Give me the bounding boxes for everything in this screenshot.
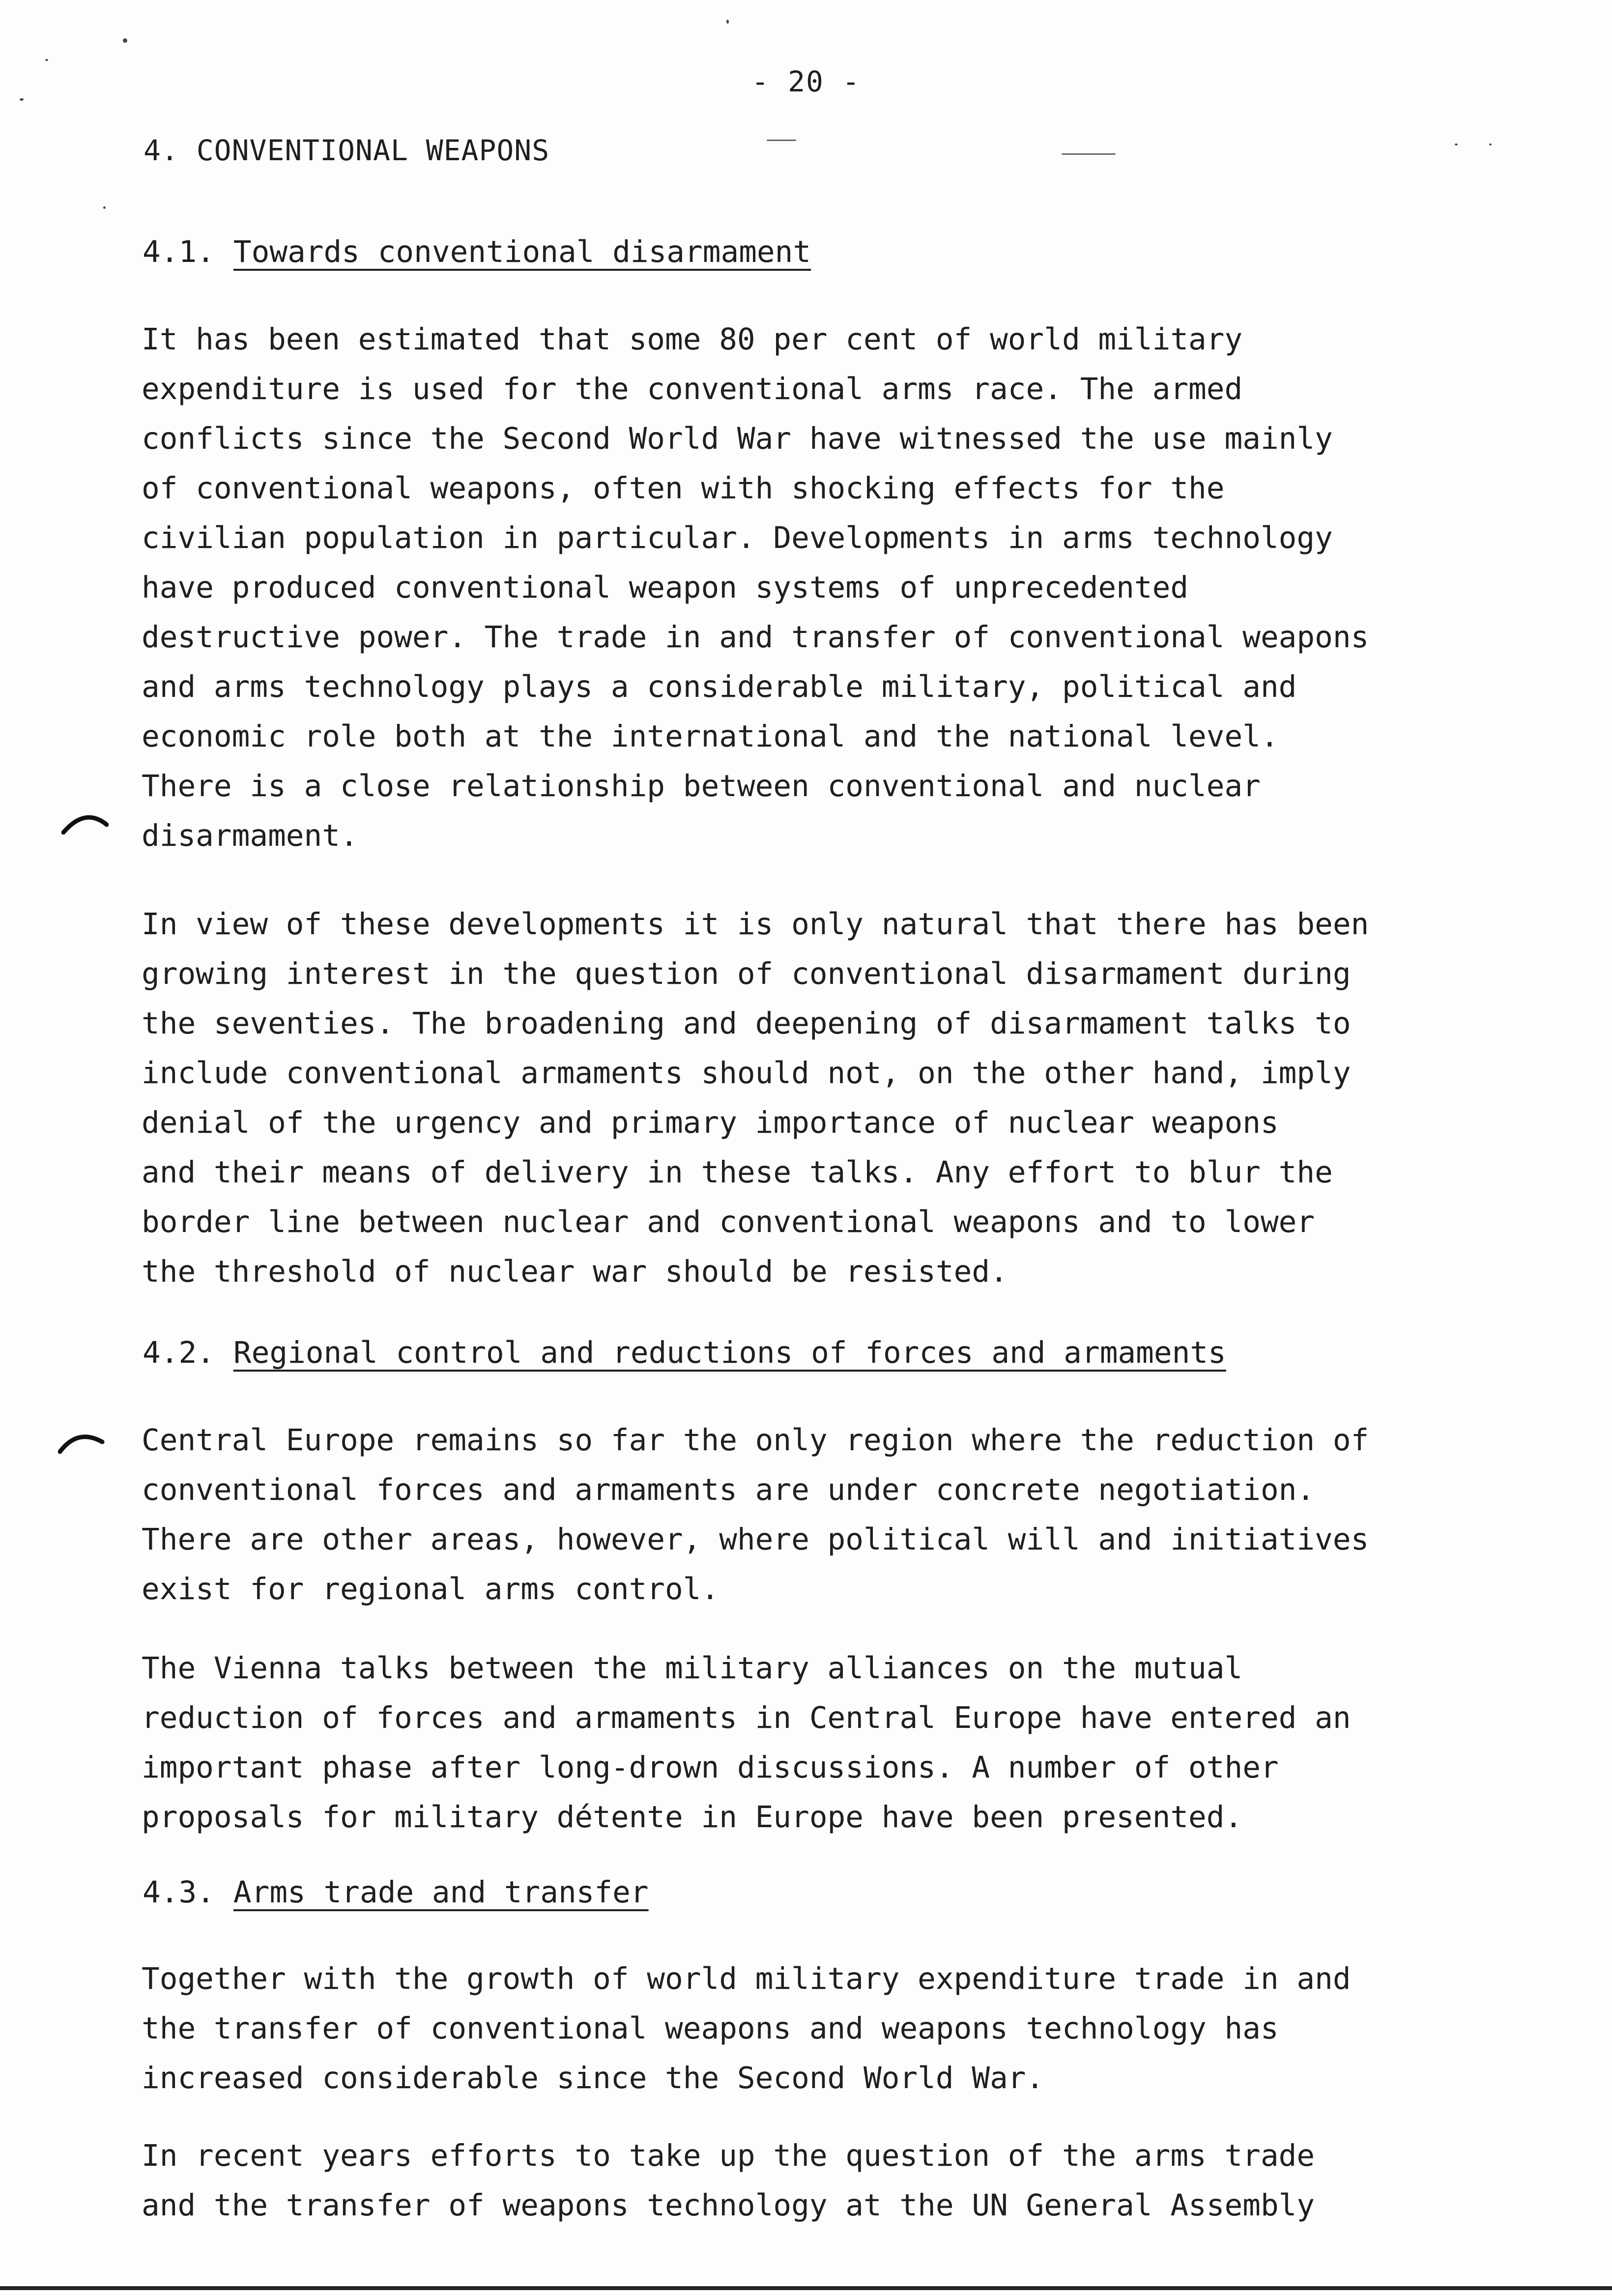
paragraph <box>142 1643 1351 1842</box>
scan-speck <box>726 20 729 24</box>
section-number: 4.3. <box>143 1875 215 1910</box>
text-line: reduction of forces and armaments in Central Europe have entered an <box>142 1700 1351 1735</box>
text-line: the seventies. The broadening and deepening of disarmament talks to <box>142 1006 1351 1041</box>
section-heading <box>143 234 811 269</box>
text-line: The Vienna talks between the military alliances on the mutual <box>142 1651 1243 1686</box>
text-line: have produced conventional weapon systems of unprecedented <box>142 570 1189 605</box>
text-line: proposals for military détente in Europe have been presented. <box>142 1800 1243 1835</box>
text-line: and the transfer of weapons technology at the UN General Assembly <box>142 2188 1315 2223</box>
text-line: In view of these developments it is only natural that there has been <box>142 907 1369 942</box>
text-line: increased considerable since the Second World War. <box>142 2061 1044 2095</box>
text-line: Together with the growth of world military expenditure trade in and <box>142 1961 1351 1996</box>
scan-speck <box>20 98 24 101</box>
text-line: of conventional weapons, often with shocking effects for the <box>142 471 1225 506</box>
paragraph <box>142 2131 1315 2230</box>
text-line: expenditure is used for the conventional arms race. The armed <box>142 372 1243 406</box>
paragraph <box>142 315 1369 861</box>
chapter-title-text: CONVENTIONAL WEAPONS <box>196 134 550 167</box>
chapter-number: 4. <box>144 134 179 167</box>
section-title: Regional control and reductions of forces and armaments <box>233 1335 1226 1370</box>
scan-speck <box>1489 144 1492 145</box>
bottom-rule <box>0 2286 1612 2290</box>
text-line: In recent years efforts to take up the question of the arms trade <box>142 2138 1315 2173</box>
text-line: border line between nuclear and conventional weapons and to lower <box>142 1205 1315 1239</box>
punch-hole-mark <box>58 1430 105 1455</box>
text-line: destructive power. The trade in and transfer of conventional weapons <box>142 620 1369 655</box>
text-line: denial of the urgency and primary importance of nuclear weapons <box>142 1105 1279 1140</box>
text-line: important phase after long-drown discussions. A number of other <box>142 1750 1279 1785</box>
paragraph <box>142 1415 1369 1614</box>
text-line: include conventional armaments should not, on the other hand, imply <box>142 1056 1351 1091</box>
paragraph <box>142 899 1369 1296</box>
scan-speck <box>1062 153 1116 155</box>
text-line: It has been estimated that some 80 per cent of world military <box>142 322 1243 357</box>
text-line: There are other areas, however, where political will and initiatives <box>142 1522 1369 1557</box>
text-line: economic role both at the international and the national level. <box>142 719 1279 754</box>
section-number: 4.2. <box>143 1335 215 1370</box>
section-heading <box>143 1875 649 1910</box>
scan-speck <box>1455 144 1458 145</box>
section-title: Towards conventional disarmament <box>233 234 811 269</box>
scan-speck <box>103 206 106 209</box>
text-line: Central Europe remains so far the only region where the reduction of <box>142 1423 1369 1458</box>
section-title: Arms trade and transfer <box>233 1875 649 1910</box>
text-line: and arms technology plays a considerable military, political and <box>142 669 1297 704</box>
text-line: the transfer of conventional weapons and weapons technology has <box>142 2011 1279 2046</box>
scan-speck <box>767 140 796 141</box>
paragraph <box>142 1954 1351 2103</box>
section-heading <box>143 1335 1226 1370</box>
punch-hole-mark <box>61 810 109 834</box>
scan-speck <box>45 59 48 61</box>
text-line: There is a close relationship between conventional and nuclear <box>142 769 1261 804</box>
text-line: disarmament. <box>142 818 358 853</box>
chapter-title <box>144 134 549 167</box>
text-line: conventional forces and armaments are under concrete negotiation. <box>142 1472 1315 1507</box>
text-line: the threshold of nuclear war should be resisted. <box>142 1254 1008 1289</box>
text-line: exist for regional arms control. <box>142 1572 720 1607</box>
text-line: growing interest in the question of conventional disarmament during <box>142 956 1351 991</box>
scan-speck <box>123 38 127 43</box>
text-line: conflicts since the Second World War have witnessed the use mainly <box>142 421 1333 456</box>
text-line: and their means of delivery in these talks. Any effort to blur the <box>142 1155 1333 1190</box>
section-number: 4.1. <box>143 234 215 269</box>
page-number: - 20 - <box>751 65 861 98</box>
text-line: civilian population in particular. Developments in arms technology <box>142 520 1333 555</box>
